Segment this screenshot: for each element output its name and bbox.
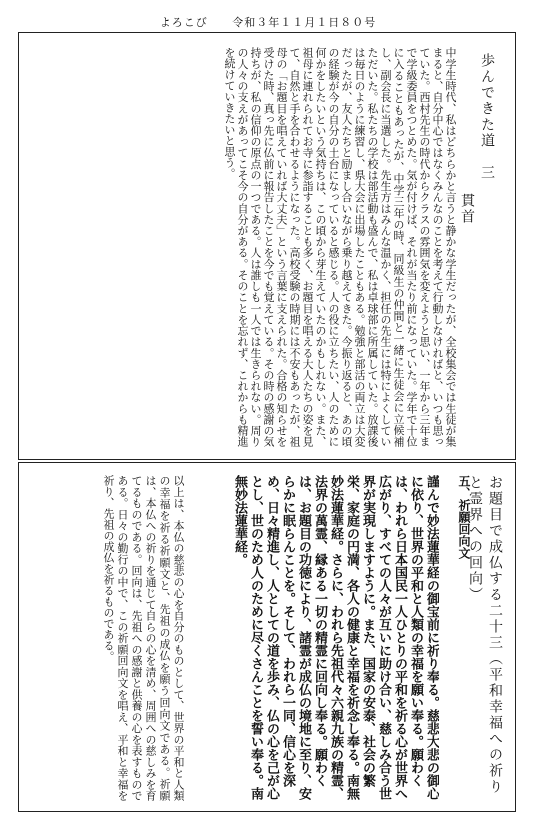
prayer-body xyxy=(189,475,439,801)
column-author: 貫首 xyxy=(459,193,475,225)
prayer-title: お題目で成仏する二十三（平和幸福への祈りと霊界への回向） xyxy=(467,475,503,795)
column-heading xyxy=(457,53,497,443)
page-header xyxy=(0,14,536,30)
column-panel xyxy=(18,32,516,460)
prayer-heading: 五、祈願回向文 xyxy=(457,475,471,559)
column-title: 歩んできた道 三 xyxy=(479,53,495,181)
prayer-panel xyxy=(18,462,516,812)
column-body xyxy=(31,47,457,447)
column-body-text: 中学生時代、私はどちらかと言うと静かな学生だったが、全校集会では生徒が集まると、自分中心ではなくみんなのことを考えて行動しなければと、いつも思っていた。西村先生の時代からクラスの雰囲気を変えようと思い、一年から三年まで学級委員をつとめた。気が付けば、それが当たり前になっていた。学年で十位に入ることもあったが、中学三年の時、同級生の仲間と一緒に生徒会に立候補し、副会長に当選した。先生方はみんな温かく、担任の先生には特によくしていただいた。私たちの学校は部活動も盛んで、私は卓球部に所属していた。放課後は毎日のように練習し、県大会に出場したこともある。勉強と部活の両立は大変だったが、友人たちと励まし合いながら乗り越えてきた。今振り返ると、あの頃の経験が今の自分の土台になっていると感じる。人の役に立ちたい、人のために何かをしたいという気持ちは、この頃から芽生えていたのかもしれない。また、祖母に連れられてお寺に参詣することも多く、お題目を唱える大人たちの姿を見て、自然と手を合わせるようになった。高校受験の時期には不安もあったが、祖母の「お題目を唱えていれば大丈夫」という言葉に支えられた。合格の知らせを受けた時、真っ先に仏前に報告したことを今でも覚えている。その時の感謝の気持ちが、私の信仰の原点の一つである。人は誰しも一人では生きられない。周りの人々の支えがあってこそ今の自分がある。そのことを忘れず、これからも精進を続けていきたいと思う。 xyxy=(223,47,457,447)
prayer-note-text: 以上は、本仏の慈悲の心を自分のものとして、世界の平和と人類の幸福を祈る祈願文と、先祖の成仏を願う回向文である。祈願は、本仏への祈りを通じて自らの心を清め、周囲への慈しみを育てるものである。回向は、先祖への感謝と供養の心を表すものである。日々の勤行の中で、この祈願回向文を唱え、平和と幸福を祈り、先祖の成仏を祈るものである。 xyxy=(102,475,185,801)
prayer-body-text: 謹んで妙法蓮華経の御宝前に祈り奉る。慈悲大悲の御心に依り、世界の平和と人類の幸福を願い奉る。願わくは、われら日本国民一人ひとりの平和を祈る心が世界へ広がり、すべての人々が互いに助け合い、慈しみ合う世界が実現しますように。また、国家の安泰、社会の繁栄、家庭の円満、各人の健康と幸福を祈念し奉る。南無妙法蓮華経。さらに、われら先祖代々六親九族の精霊、法界の萬霊、縁ある一切の精霊に回向し奉る。願わくは、お題目の功徳により、諸霊が成仏の境地に至り、安らかに眠らんことを。そして、われら一同、信心を深め、日々精進し、人としての道を歩み、仏の心を己が心とし、世のため人のために尽くさんことを誓い奉る。南無妙法蓮華経。 xyxy=(232,475,439,800)
newspaper-name: よろこび xyxy=(159,16,208,29)
prayer-note xyxy=(25,475,185,801)
issue-number: 令和３年１１月１日８０号 xyxy=(232,16,377,29)
